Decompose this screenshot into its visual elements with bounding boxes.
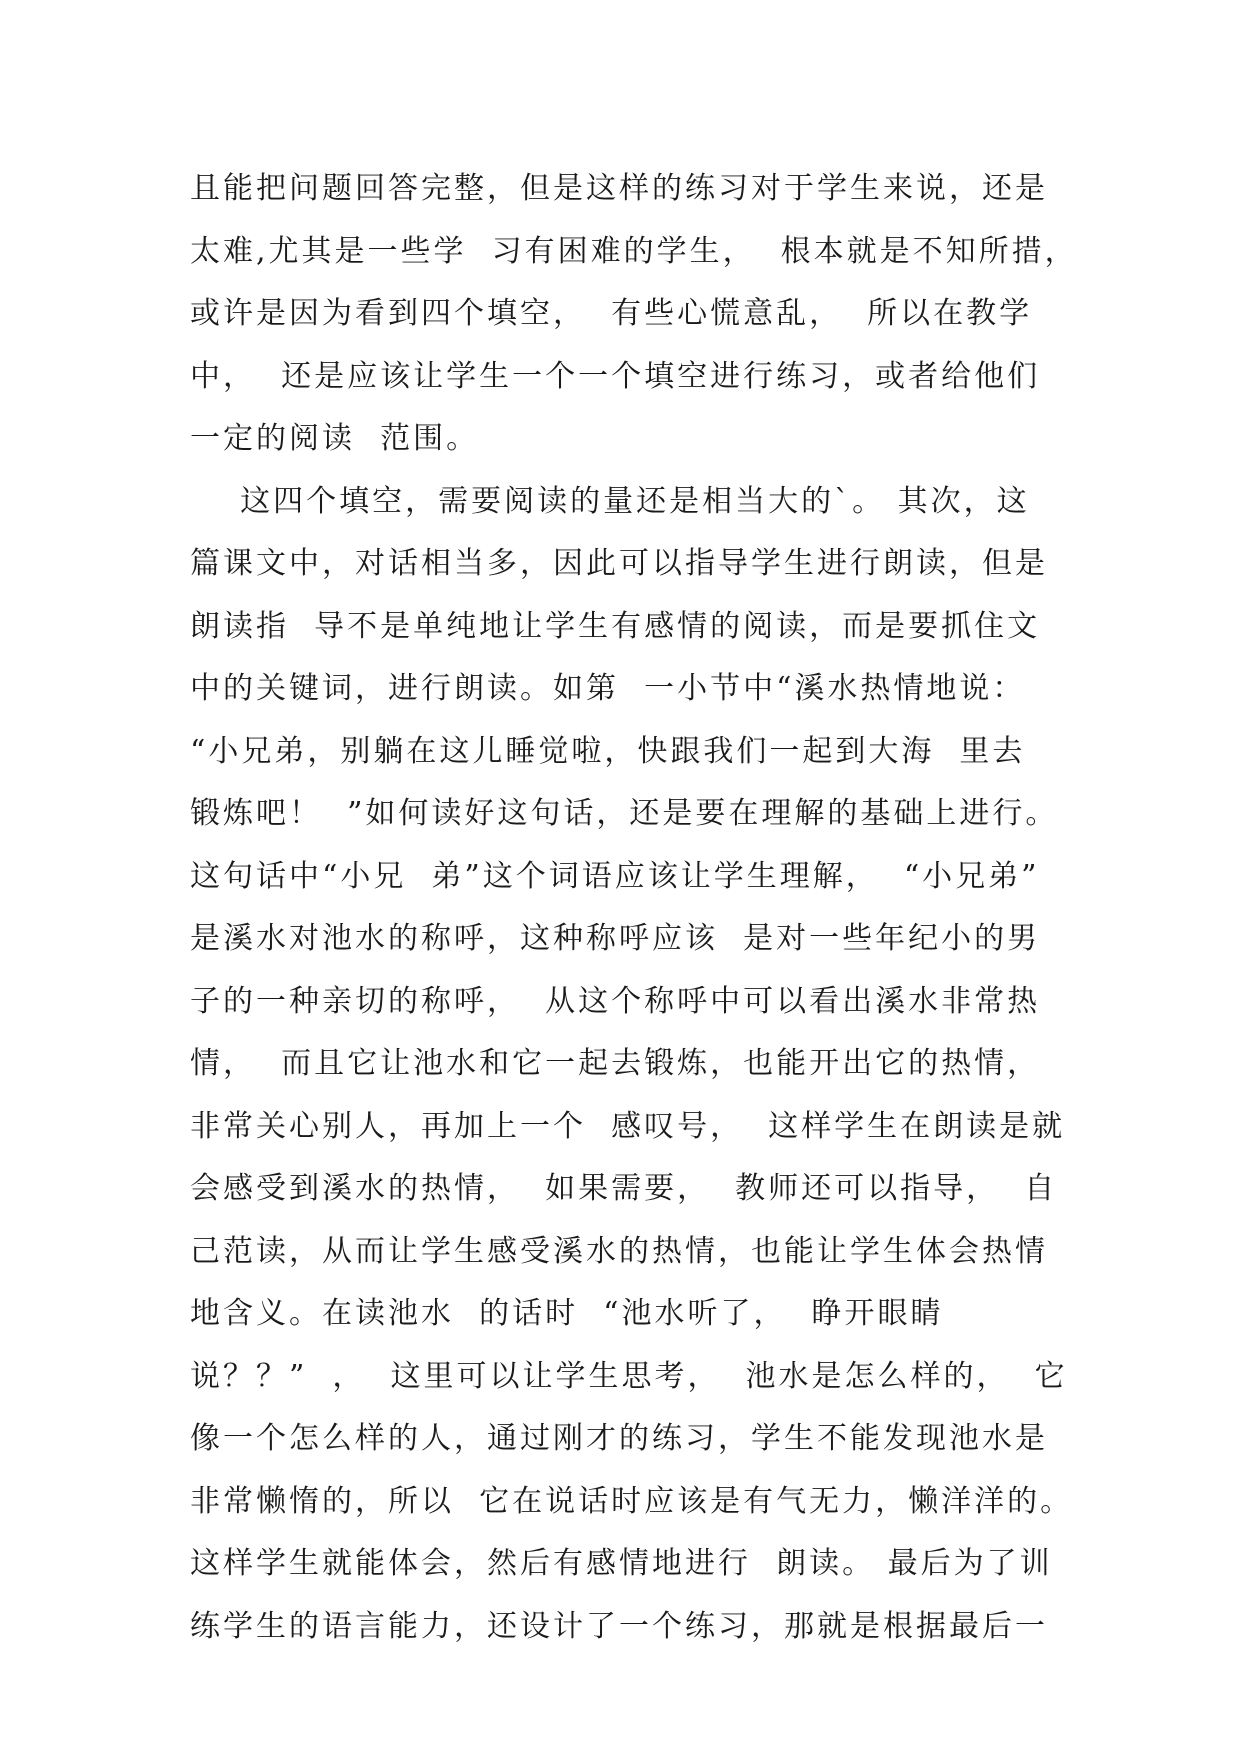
text-line: 且能把问题回答完整，但是这样的练习对于学生来说，还是 <box>190 171 1048 206</box>
text-line: 一定的阅读 范围。 <box>190 421 480 456</box>
text-line: 这样学生就能体会，然后有感情地进行 朗读。 最后为了训 <box>190 1546 1053 1581</box>
text-line: 己范读，从而让学生感受溪水的热情，也能让学生体会热情 <box>190 1233 1048 1269</box>
text-line: 地含义。在读池水 的话时 “池水听了， 睁开眼睛 <box>190 1296 944 1331</box>
text-line: 中， 还是应该让学生一个一个填空进行练习，或者给他们 <box>190 358 1041 394</box>
text-line: 这句话中“小兄 弟”这个词语应该让学生理解， “小兄弟” <box>190 858 1040 894</box>
text-line: 非常关心别人，再加上一个 感叹号， 这样学生在朗读是就 <box>190 1108 1066 1144</box>
text-line: 朗读指 导不是单纯地让学生有感情的阅读，而是要抓住文 <box>190 608 1041 644</box>
text-line: 或许是因为看到四个填空， 有些心慌意乱， 所以在教学 <box>190 296 1033 331</box>
text-line: 中的关键词，进行朗读。如第 一小节中“溪水热情地说： <box>190 671 1026 706</box>
text-line: 这四个填空，需要阅读的量还是相当大的`。 其次，这 <box>190 483 1030 519</box>
text-line: 说？？” ， 这里可以让学生思考， 池水是怎么样的， 它 <box>190 1358 1068 1394</box>
text-line: 会感受到溪水的热情， 如果需要， 教师还可以指导， 自 <box>190 1171 1058 1206</box>
text-line: 非常懒惰的，所以 它在说话时应该是有气无力，懒洋洋的。 <box>190 1483 1074 1519</box>
text-line: 练学生的语言能力，还设计了一个练习，那就是根据最后一 <box>190 1608 1048 1644</box>
body-text <box>190 158 1090 1658</box>
text-line: 太难,尤其是一些学 习有困难的学生， 根本就是不知所措， <box>190 233 1078 269</box>
text-line: 子的一种亲切的称呼， 从这个称呼中可以看出溪水非常热 <box>190 983 1041 1019</box>
text-line: 是溪水对池水的称呼，这种称呼应该 是对一些年纪小的男 <box>190 921 1041 956</box>
text-line: 锻炼吧！ ”如何读好这句话，还是要在理解的基础上进行。 <box>190 796 1059 831</box>
text-line: 像一个怎么样的人，通过刚才的练习，学生不能发现池水是 <box>190 1421 1048 1456</box>
text-line: “小兄弟，别躺在这儿睡觉啦，快跟我们一起到大海 里去 <box>190 733 1026 769</box>
text-line: 篇课文中，对话相当多，因此可以指导学生进行朗读，但是 <box>190 546 1048 581</box>
text-line: 情， 而且它让池水和它一起去锻炼，也能开出它的热情， <box>190 1046 1041 1081</box>
